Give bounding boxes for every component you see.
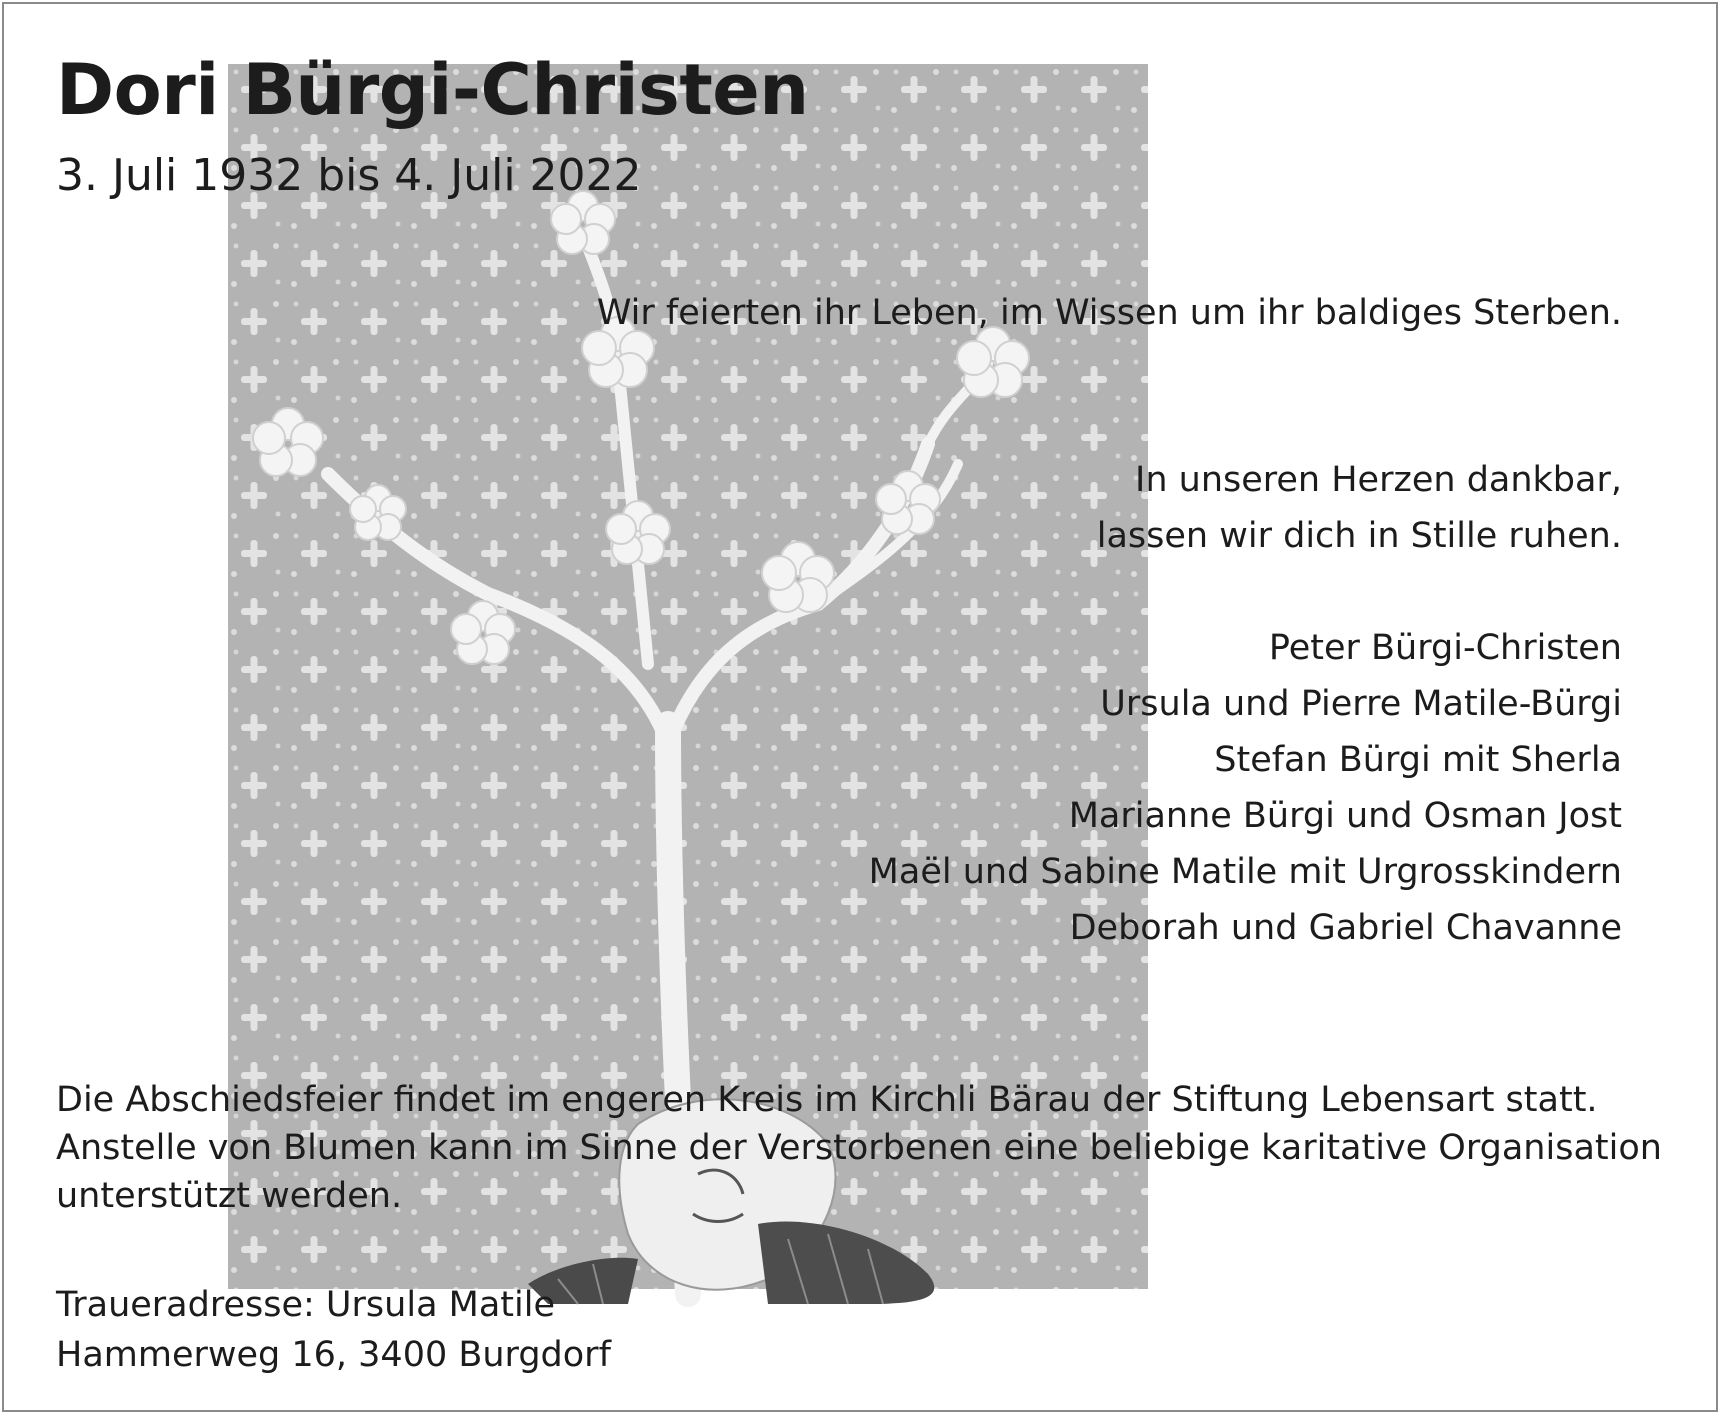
memorial-quote: [597, 285, 1622, 341]
address-line: Hammerweg 16, 3400 Burgdorf: [56, 1335, 611, 1375]
mourner-name: Maël und Sabine Matile mit Urgrosskindern: [868, 852, 1622, 892]
life-dates: 3. Juli 1932 bis 4. Juli 2022: [56, 150, 642, 201]
ceremony-notice: [56, 1076, 1662, 1220]
mourner-name: Ursula und Pierre Matile-Bürgi: [1100, 684, 1622, 724]
gratitude-line: In unseren Herzen dankbar,: [1135, 460, 1622, 500]
mourners-list: [869, 620, 1622, 956]
gratitude-verse: [1097, 452, 1622, 564]
notice-line: Anstelle von Blumen kann im Sinne der Verstorbenen eine beliebige karitative Organisation: [56, 1128, 1662, 1168]
mourning-address: [56, 1280, 611, 1380]
notice-line: Die Abschiedsfeier findet im engeren Kreis im Kirchli Bärau der Stiftung Lebensart statt.: [56, 1080, 1598, 1120]
gratitude-line: lassen wir dich in Stille ruhen.: [1096, 516, 1622, 556]
mourner-name: Peter Bürgi-Christen: [1268, 628, 1622, 668]
quote-line: Wir feierten ihr Leben, im Wissen um ihr baldiges Sterben.: [596, 293, 1622, 333]
deceased-name: Dori Bürgi-Christen: [56, 49, 809, 131]
notice-line: unterstützt werden.: [56, 1176, 403, 1216]
mourner-name: Deborah und Gabriel Chavanne: [1069, 908, 1622, 948]
mourner-name: Stefan Bürgi mit Sherla: [1214, 740, 1622, 780]
address-line: Traueradresse: Ursula Matile: [56, 1285, 555, 1325]
mourner-name: Marianne Bürgi und Osman Jost: [1068, 796, 1622, 836]
